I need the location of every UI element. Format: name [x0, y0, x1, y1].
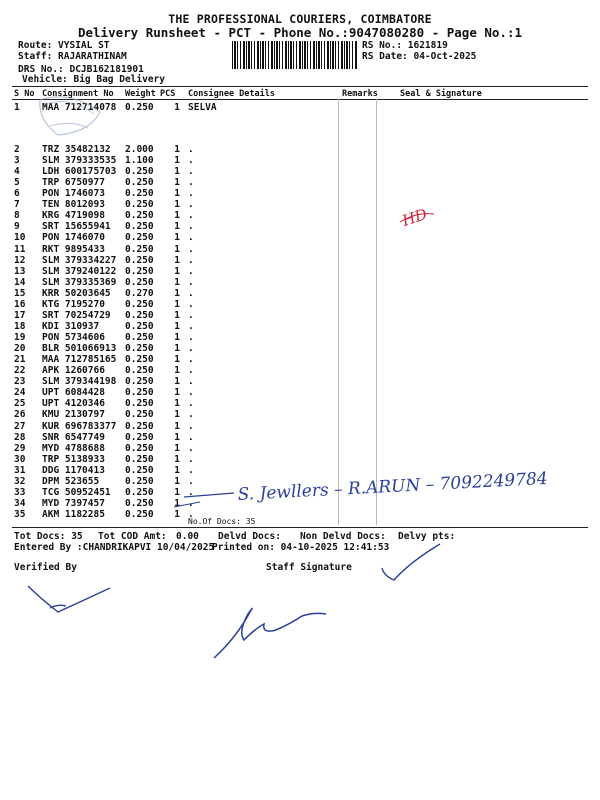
- row-weight: 0.250: [125, 475, 154, 487]
- col-pcs: PCS: [160, 89, 176, 99]
- row-consignment: SNR 6547749: [42, 431, 105, 443]
- row-sno: 33: [14, 486, 26, 498]
- row-pcs: 1: [174, 387, 180, 399]
- row-consignment: SRT 15655941: [42, 221, 111, 233]
- row-consignment: SLM 379335369: [42, 276, 117, 288]
- verified-check: [28, 586, 110, 612]
- row-consignment: APK 1260766: [42, 365, 105, 377]
- row-sno: 15: [14, 287, 26, 299]
- row-consignment: KRR 50203645: [42, 287, 111, 299]
- row-pcs: 1: [174, 376, 180, 388]
- row-sno: 31: [14, 464, 26, 476]
- row-pcs: 1: [174, 144, 180, 155]
- row-consignment: SRT 70254729: [42, 309, 111, 321]
- row-pcs: 1: [174, 508, 180, 520]
- row-pcs: 1: [174, 420, 180, 432]
- col-seal: Seal & Signature: [400, 89, 482, 99]
- verified-by: Verified By: [14, 562, 77, 573]
- row-pcs: 1: [174, 287, 180, 299]
- row-details: .: [188, 144, 194, 155]
- row-consignment: PON 1746070: [42, 232, 105, 244]
- row-consignment: MAA 712714078: [42, 102, 117, 113]
- row-consignment: UPT 6084428: [42, 387, 105, 399]
- row-details: .: [188, 376, 194, 388]
- printed-on: Printed on: 04-10-2025 12:41:53: [212, 542, 390, 553]
- row-weight: 0.250: [125, 497, 154, 509]
- delvd-docs: Delvd Docs:: [218, 531, 281, 542]
- row-weight: 0.250: [125, 254, 154, 266]
- row-consignment: SLM 379240122: [42, 265, 117, 277]
- row-consignment: RKT 9895433: [42, 243, 105, 255]
- row-sno: 12: [14, 254, 26, 266]
- row-sno: 27: [14, 420, 26, 432]
- row-weight: 0.250: [125, 221, 154, 233]
- row-weight: 0.250: [125, 210, 154, 222]
- row-details: .: [188, 221, 194, 233]
- runsheet-title: Delivery Runsheet - PCT - Phone No.:9047080280 - Page No.:1: [77, 25, 522, 40]
- row-consignment: MAA 712785165: [42, 354, 117, 366]
- delvy-check: [382, 544, 440, 580]
- row-sno: 28: [14, 431, 26, 443]
- row-sno: 23: [14, 376, 26, 388]
- row-pcs: 1: [174, 199, 180, 211]
- row-details: .: [188, 442, 194, 454]
- rs-date: RS Date: 04-Oct-2025: [362, 51, 477, 62]
- row-sno: 25: [14, 398, 26, 410]
- row-consignment: PON 1746073: [42, 188, 105, 200]
- row-sno: 26: [14, 409, 26, 421]
- row-weight: 0.250: [125, 298, 154, 310]
- row-consignment: KTG 7195270: [42, 298, 105, 310]
- row-details: .: [188, 298, 194, 310]
- row34-mark: [174, 502, 200, 507]
- row-details: .: [188, 387, 194, 399]
- row-details: .: [188, 398, 194, 410]
- row-sno: 34: [14, 497, 26, 509]
- row-pcs: 1: [174, 365, 180, 377]
- staff-signature: Staff Signature: [266, 562, 352, 573]
- row-details: .: [188, 354, 194, 366]
- row-details: .: [188, 210, 194, 222]
- row-weight: 0.250: [125, 409, 154, 421]
- row-pcs: 1: [174, 243, 180, 255]
- row-sno: 10: [14, 232, 26, 244]
- row-sno: 29: [14, 442, 26, 454]
- row-consignment: KRG 4719098: [42, 210, 105, 222]
- row-consignment: MYD 4788688: [42, 442, 105, 454]
- row-details: .: [188, 188, 194, 200]
- row-details: .: [188, 409, 194, 421]
- row-consignment: KMU 2130797: [42, 409, 105, 421]
- row-pcs: 1: [174, 155, 180, 167]
- row-sno: 21: [14, 354, 26, 366]
- row-weight: 0.250: [125, 343, 154, 355]
- row-sno: 7: [14, 199, 20, 211]
- row-details: .: [188, 199, 194, 211]
- entered-by: Entered By :CHANDRIKAPVI 10/04/2025: [14, 542, 215, 553]
- col-details: Consignee Details: [188, 89, 275, 99]
- row-weight: 2.000: [125, 144, 154, 155]
- col-weight: Weight: [125, 89, 156, 99]
- row-weight: 0.250: [125, 376, 154, 388]
- row-weight: 0.250: [125, 453, 154, 465]
- row-sno: 8: [14, 210, 20, 222]
- row-details: .: [188, 276, 194, 288]
- row-pcs: 1: [174, 497, 180, 509]
- row-consignment: MYD 7397457: [42, 497, 105, 509]
- row-pcs: 1: [174, 166, 180, 178]
- row-details: .: [188, 232, 194, 244]
- row-weight: 1.100: [125, 155, 154, 167]
- row-details: .: [188, 177, 194, 189]
- row33-dash: [184, 493, 234, 497]
- staff: Staff: RAJARATHINAM: [18, 51, 127, 62]
- row-pcs: 1: [174, 464, 180, 476]
- row-pcs: 1: [174, 409, 180, 421]
- row-weight: 0.250: [125, 464, 154, 476]
- row-consignment: SLM 379344198: [42, 376, 117, 388]
- row-weight: 0.250: [125, 309, 154, 321]
- row-weight: 0.250: [125, 398, 154, 410]
- row-consignment: DPM 523655: [42, 475, 100, 487]
- route: Route: VYSIAL ST: [18, 40, 110, 51]
- row-consignment: TEN 8012093: [42, 199, 105, 211]
- row-consignment: PON 5734606: [42, 332, 105, 344]
- row-weight: 0.250: [125, 508, 154, 520]
- row-weight: 0.270: [125, 287, 154, 299]
- row-weight: 0.250: [125, 486, 154, 498]
- rs-number: RS No.: 1621819: [362, 40, 448, 51]
- row-pcs: 1: [174, 221, 180, 233]
- row-details: .: [188, 243, 194, 255]
- row-pcs: 1: [174, 188, 180, 200]
- row-weight: 0.250: [125, 431, 154, 443]
- row-consignment: TRP 6750977: [42, 177, 105, 189]
- row-sno: 4: [14, 166, 20, 178]
- row-details: .: [188, 420, 194, 432]
- row-pcs: 1: [174, 475, 180, 487]
- row-sno: 1: [14, 102, 20, 113]
- tot-docs: Tot Docs: 35: [14, 531, 83, 542]
- row-sno: 30: [14, 453, 26, 465]
- row-sno: 19: [14, 332, 26, 344]
- row-sno: 11: [14, 243, 26, 255]
- row-weight: 0.250: [125, 387, 154, 399]
- row-details: .: [188, 431, 194, 443]
- row-sno: 32: [14, 475, 26, 487]
- row-details: .: [188, 508, 194, 520]
- row-pcs: 1: [174, 453, 180, 465]
- row-weight: 0.250: [125, 442, 154, 454]
- row-consignment: SLM 379333535: [42, 155, 117, 167]
- row-details: .: [188, 332, 194, 344]
- row-sno: 13: [14, 265, 26, 277]
- row-weight: 0.250: [125, 354, 154, 366]
- row-weight: 0.250: [125, 166, 154, 178]
- row-weight: 0.250: [125, 102, 154, 113]
- row-sno: 2: [14, 144, 20, 155]
- row-details: .: [188, 343, 194, 355]
- staff-signature-mark: [214, 608, 326, 658]
- row-weight: 0.250: [125, 188, 154, 200]
- row-details: .: [188, 453, 194, 465]
- row-details: .: [188, 475, 194, 487]
- row-weight: 0.250: [125, 243, 154, 255]
- row-details: .: [188, 365, 194, 377]
- row-details: .: [188, 309, 194, 321]
- row-sno: 24: [14, 387, 26, 399]
- row-pcs: 1: [174, 298, 180, 310]
- row-weight: 0.250: [125, 265, 154, 277]
- row-consignment: TRP 5138933: [42, 453, 105, 465]
- row-sno: 18: [14, 320, 26, 332]
- hd-mark: HD: [399, 205, 430, 230]
- row-sno: 16: [14, 298, 26, 310]
- row-details: .: [188, 464, 194, 476]
- row-consignment: SLM 379334227: [42, 254, 117, 266]
- company-name: THE PROFESSIONAL COURIERS, COIMBATORE: [168, 12, 432, 26]
- vehicle: Vehicle: Big Bag Delivery: [22, 74, 165, 85]
- drs-number: DRS No.: DCJB162181901: [18, 64, 144, 75]
- col-remarks: Remarks: [342, 89, 378, 99]
- row-sno: 22: [14, 365, 26, 377]
- row-weight: 0.250: [125, 332, 154, 344]
- row-consignment: KDI 310937: [42, 320, 100, 332]
- row-details: .: [188, 320, 194, 332]
- row-consignment: BLR 501066913: [42, 343, 117, 355]
- row-consignment: UPT 4120346: [42, 398, 105, 410]
- row-pcs: 1: [174, 102, 180, 113]
- row-pcs: 1: [174, 276, 180, 288]
- row-weight: 0.250: [125, 232, 154, 244]
- row-pcs: 1: [174, 309, 180, 321]
- row-pcs: 1: [174, 398, 180, 410]
- row-details: .: [188, 497, 194, 509]
- row-pcs: 1: [174, 442, 180, 454]
- row-consignment: DDG 1170413: [42, 464, 105, 476]
- row-consignment: TRZ 35482132: [42, 144, 111, 155]
- row-pcs: 1: [174, 486, 180, 498]
- row-weight: 0.250: [125, 320, 154, 332]
- tot-cod-label: Tot COD Amt:: [98, 531, 167, 542]
- row-sno: 3: [14, 155, 20, 167]
- non-delvd-docs: Non Delvd Docs:: [300, 531, 386, 542]
- row-pcs: 1: [174, 354, 180, 366]
- row-pcs: 1: [174, 254, 180, 266]
- row-pcs: 1: [174, 332, 180, 344]
- row-consignment: KUR 696783377: [42, 420, 117, 432]
- row-details: .: [188, 287, 194, 299]
- delvy-pts: Delvy pts:: [398, 531, 456, 542]
- row-weight: 0.250: [125, 276, 154, 288]
- row-consignment: LDH 600175703: [42, 166, 117, 178]
- no-of-docs: No.Of Docs: 35: [188, 517, 256, 526]
- row-sno: 9: [14, 221, 20, 233]
- row-sno: 17: [14, 309, 26, 321]
- row-sno: 35: [14, 508, 26, 520]
- row-pcs: 1: [174, 265, 180, 277]
- row-details: .: [188, 254, 194, 266]
- row-pcs: 1: [174, 431, 180, 443]
- recipient-note: S. Jewllers – R.ARUN – 7092249784: [237, 468, 549, 505]
- col-sno: S No: [14, 89, 35, 99]
- row-details: .: [188, 166, 194, 178]
- row-details: SELVA: [188, 102, 217, 113]
- row-sno: 5: [14, 177, 20, 189]
- row-weight: 0.250: [125, 199, 154, 211]
- row-weight: 0.250: [125, 365, 154, 377]
- row-pcs: 1: [174, 177, 180, 189]
- row-weight: 0.250: [125, 420, 154, 432]
- row-pcs: 1: [174, 320, 180, 332]
- row-pcs: 1: [174, 210, 180, 222]
- row-sno: 14: [14, 276, 26, 288]
- row-sno: 20: [14, 343, 26, 355]
- delivery-stamp: [40, 97, 100, 135]
- row-consignment: TCG 50952451: [42, 486, 111, 498]
- row-weight: 0.250: [125, 177, 154, 189]
- row-pcs: 1: [174, 343, 180, 355]
- row-details: .: [188, 265, 194, 277]
- tot-cod-value: 0.00: [176, 531, 199, 542]
- row-pcs: 1: [174, 232, 180, 244]
- row-consignment: AKM 1182285: [42, 508, 105, 520]
- col-consignment: Consignment No: [42, 89, 114, 99]
- row-details: .: [188, 486, 194, 498]
- row-sno: 6: [14, 188, 20, 200]
- row-details: .: [188, 155, 194, 167]
